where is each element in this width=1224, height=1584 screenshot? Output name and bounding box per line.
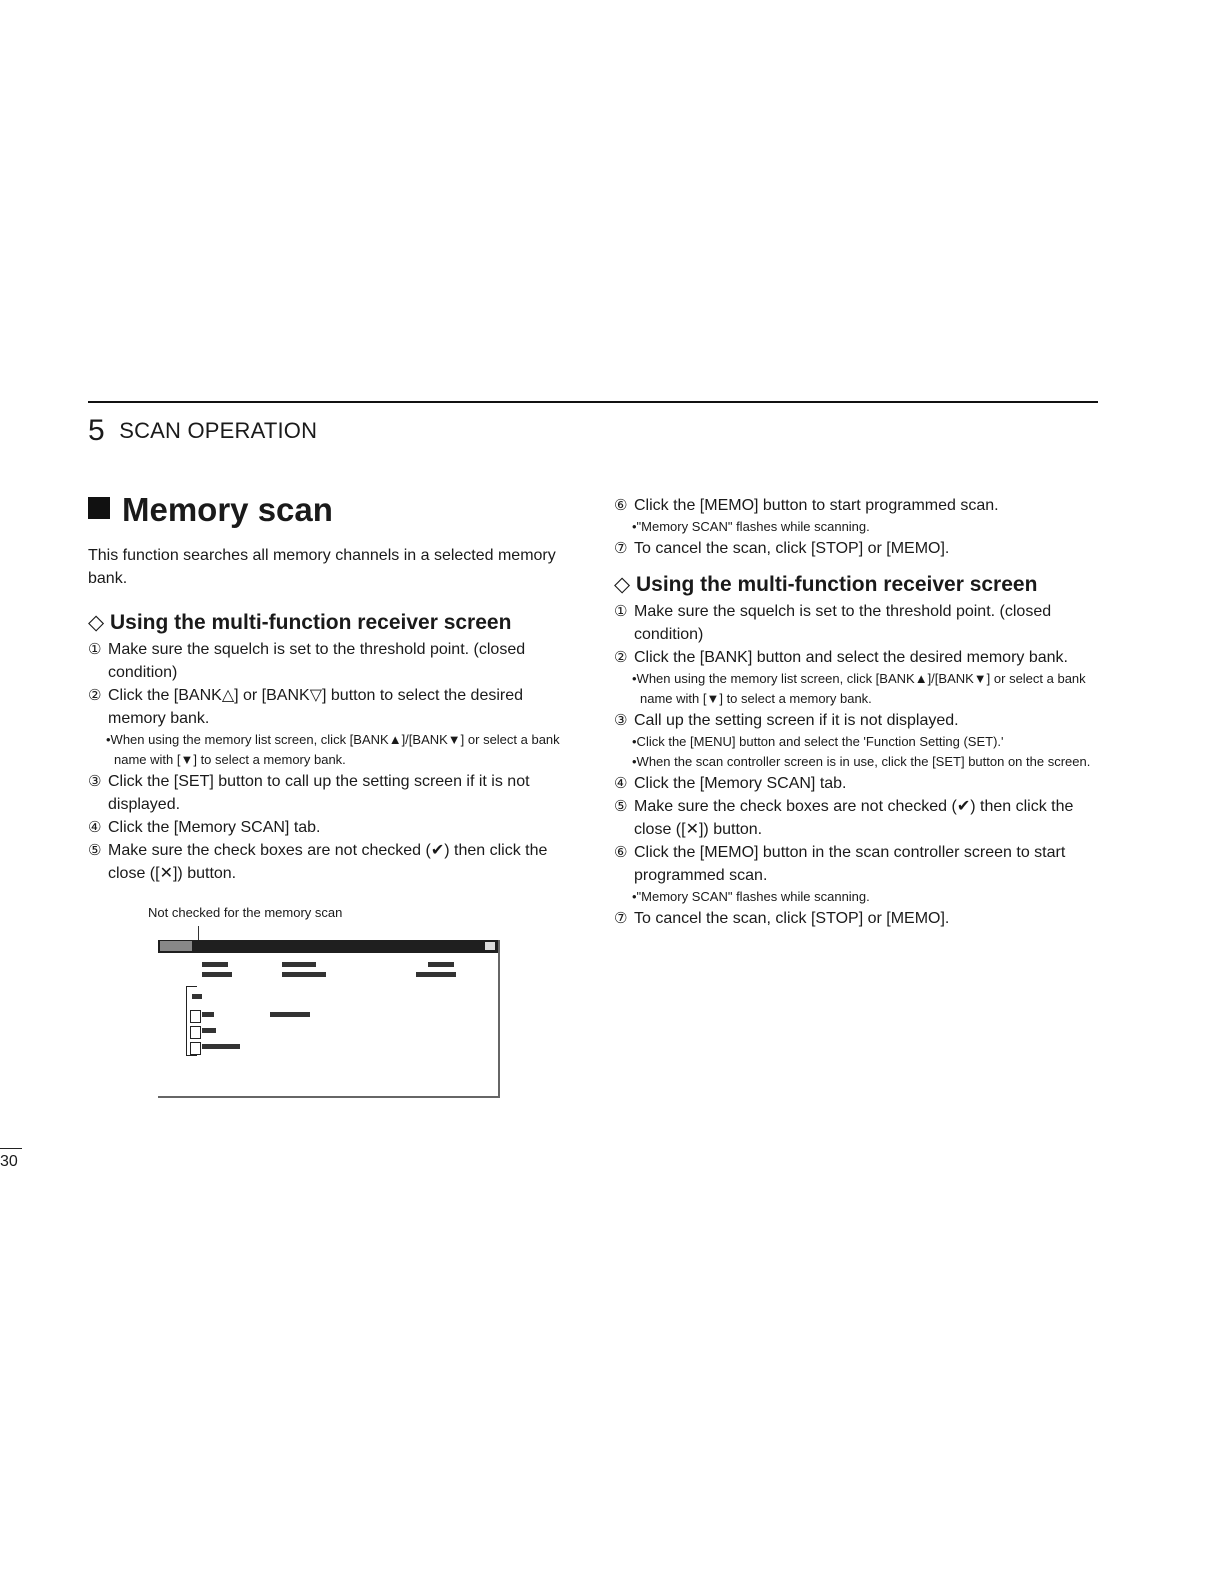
right-step-7a: ⑦ To cancel the scan, click [STOP] or [MEMO]. [614,540,950,557]
right-step-2: ② Click the [BANK] button and select the desired memory bank. [614,649,1068,666]
page-number: 30 [0,1148,22,1171]
screenshot-caption: Not checked for the memory scan [148,905,343,920]
left-subheading: ◇ Using the multi-function receiver screen [88,611,512,634]
right-step-3: ③ Call up the setting screen if it is not displayed. [614,712,959,729]
tab-label-blur [202,972,232,977]
tab-label-blur [428,962,454,967]
right-step-6-note: •"Memory SCAN" flashes while scanning. [632,889,870,904]
left-step-5: ⑤ Make sure the check boxes are not checked (✔) then click the close ([✕]) button. [88,842,548,882]
chapter-number: 5 [88,414,105,447]
checkbox [190,1010,201,1023]
checkbox [190,1026,201,1039]
left-step-3: ③ Click the [SET] button to call up the setting screen if it is not displayed. [88,773,530,813]
window-titlebar [158,940,498,953]
right-step-6a-note: •"Memory SCAN" flashes while scanning. [632,519,870,534]
section-title: Memory scan [88,490,568,530]
settings-window [158,940,500,1098]
right-step-3-note-2: •When the scan controller screen is in use, click the [SET] button on the screen. [632,754,1091,769]
window-app-icon [160,941,192,951]
left-step-2-note: •When using the memory list screen, click [BANK▲]/[BANK▼] or select a bank name with [▼] to select a memory bank. [106,732,560,767]
left-step-4: ④ Click the [Memory SCAN] tab. [88,819,321,836]
section-intro: This function searches all memory channels in a selected memory bank. [88,547,556,587]
chapter-title: SCAN OPERATION [119,418,318,443]
window-close-icon [485,942,495,950]
right-step-3-note-1: •Click the [MENU] button and select the 'Function Setting (SET).' [632,734,1004,749]
right-step-5: ⑤ Make sure the check boxes are not checked (✔) then click the close ([✕]) button. [614,798,1074,838]
right-step-4: ④ Click the [Memory SCAN] tab. [614,775,847,792]
right-step-6: ⑥ Click the [MEMO] button in the scan controller screen to start programmed scan. [614,844,1066,884]
left-column [88,490,568,1098]
tab-label-blur [282,962,316,967]
right-step-6a: ⑥ Click the [MEMO] button to start programmed scan. [614,497,999,514]
right-step-7: ⑦ To cancel the scan, click [STOP] or [MEMO]. [614,910,950,927]
square-bullet-icon [88,497,110,519]
tab-label-blur [416,972,456,977]
chapter-header [88,414,317,448]
right-column [614,494,1098,930]
tab-label-blur [282,972,326,977]
option-label-blur [270,1012,310,1017]
right-step-2-note: •When using the memory list screen, click [BANK▲]/[BANK▼] or select a bank name with [▼] to select a memory bank. [632,671,1086,706]
option-label-blur [202,1012,214,1017]
tab-label-blur [202,962,228,967]
right-subheading: ◇ Using the multi-function receiver screen [614,573,1038,596]
checkbox [190,1042,201,1055]
right-step-1: ① Make sure the squelch is set to the threshold point. (closed condition) [614,603,1052,643]
option-label-blur [202,1028,216,1033]
settings-screenshot [158,926,500,1098]
left-step-2: ② Click the [BANK△] or [BANK▽] button to select the desired memory bank. [88,687,524,727]
left-step-1: ① Make sure the squelch is set to the threshold point. (closed condition) [88,641,526,681]
header-rule [88,401,1098,403]
page-number-rule [0,1148,22,1149]
option-label-blur [202,1044,240,1049]
